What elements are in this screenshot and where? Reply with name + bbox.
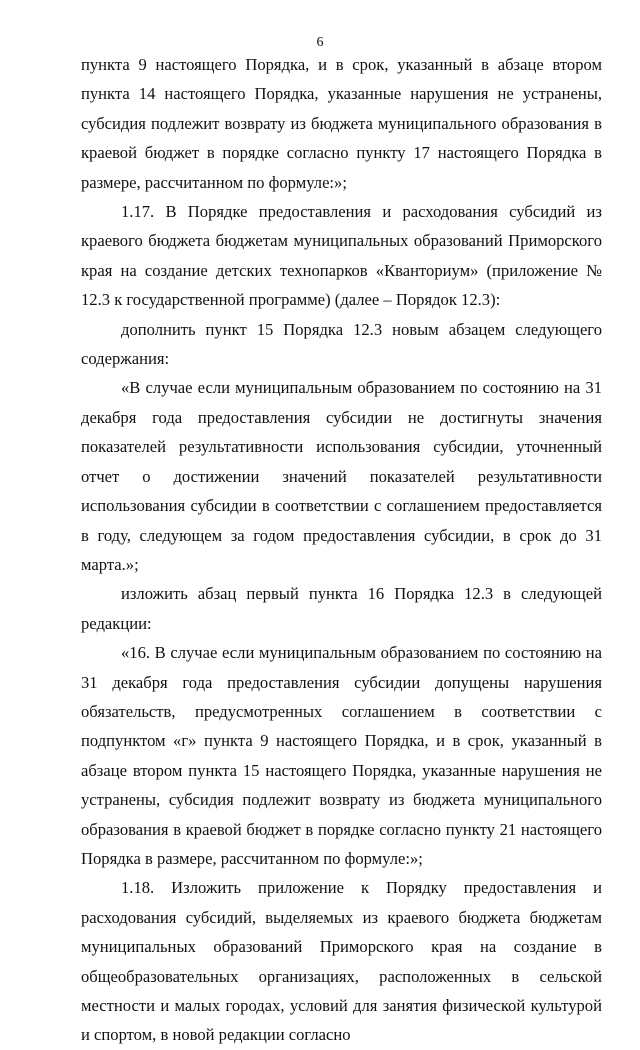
paragraph-amend-point-16: изложить абзац первый пункта 16 Порядка 12.3 в следующей редакции: [81,584,602,633]
paragraph-quoted-point-16: «16. В случае если муниципальным образованием по состоянию на 31 декабря года предоставления субсидии допущены нарушения обязательств, предусмотренных соглашением в соответствии с подпунктом «г» пункта 9 настоящего Порядка, и в срок, указанный в абзаце втором пункта 15 настоящего Порядка, указанные нарушения не устранены, субсидия подлежит возврату из бюджета муниципального образования в краевой бюджет в порядке согласно пункту 21 настоящего Порядка в размере, рассчитанном по формуле:»; [81,643,602,868]
paragraph-amend-point-15: дополнить пункт 15 Порядка 12.3 новым абзацем следующего содержания: [81,319,602,369]
page-number: 6 [316,35,324,50]
paragraph-item-1-18: 1.18. Изложить приложение к Порядку предоставления и расходования субсидий, выделяемых из краевого бюджета бюджетам муниципальных образований Приморского края на создание в общеобразовательных организациях, расположенных в сельской местности и малых городах, условий для занятия физической культурой и спортом, в новой редакции согласно [81,878,602,1045]
document-body [81,50,602,1050]
paragraph-continuation: пункта 9 настоящего Порядка, и в срок, указанный в абзаце втором пункта 14 настоящего Порядка, указанные нарушения не устранены, субсидия подлежит возврату из бюджета муниципального образования в краевой бюджет в порядке согласно пункту 17 настоящего Порядка в размере, рассчитанном по формуле:»; [81,55,602,192]
paragraph-item-1-17: 1.17. В Порядке предоставления и расходования субсидий из краевого бюджета бюджетам муниципальных образований Приморского края на создание детских технопарков «Кванториум» (приложение № 12.3 к государственной программе) (далее – Порядок 12.3): [81,202,602,310]
paragraph-quoted-new-clause: «В случае если муниципальным образованием по состоянию на 31 декабря года предоставления субсидии не достигнуты значения показателей результативности использования субсидии, уточненный отчет о достижении значений показателей результативности использования субсидии в соответствии с соглашением предоставляется в году, следующем за годом предоставления субсидии, в срок до 31 марта.»; [81,378,602,574]
